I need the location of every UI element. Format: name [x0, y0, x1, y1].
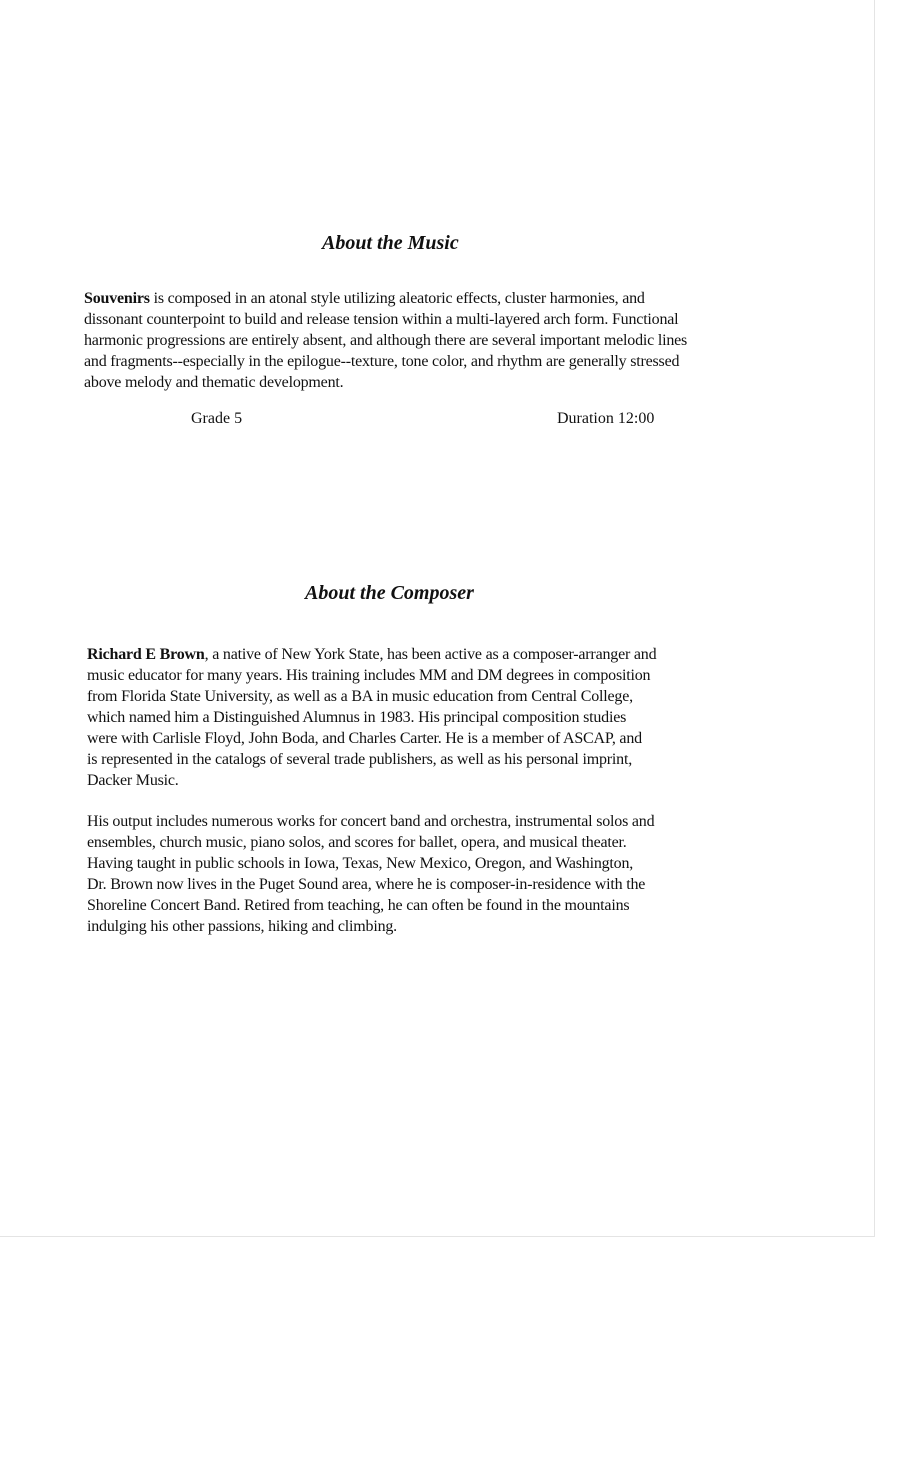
music-paragraph-line: dissonant counterpoint to build and release tension within a multi-layered arch form. Functional [84, 311, 679, 328]
duration-label: Duration 12:00 [557, 410, 655, 427]
composer-paragraph1-line-1: Richard E Brown, a native of New York State, has been active as a composer-arranger and [87, 646, 657, 663]
composer-paragraph2-line: His output includes numerous works for concert band and orchestra, instrumental solos and [87, 813, 655, 830]
music-paragraph-line: harmonic progressions are entirely absent, and although there are several important melodic lines [84, 332, 688, 349]
composer-paragraph1-line: music educator for many years. His training includes MM and DM degrees in composition [87, 667, 651, 684]
composer-paragraph2-line: Shoreline Concert Band. Retired from teaching, he can often be found in the mountains [87, 897, 630, 914]
about-music-heading: About the Music [322, 232, 459, 254]
composer-name: Richard E Brown [87, 646, 205, 663]
about-composer-heading: About the Composer [305, 582, 474, 604]
composer-paragraph1-line: Dacker Music. [87, 772, 179, 789]
music-paragraph-line: above melody and thematic development. [84, 374, 344, 391]
composer-paragraph1-line: which named him a Distinguished Alumnus in 1983. His principal composition studies [87, 709, 627, 726]
composer-paragraph2-line: Having taught in public schools in Iowa, Texas, New Mexico, Oregon, and Washington, [87, 855, 634, 872]
composer-paragraph2-line: Dr. Brown now lives in the Puget Sound area, where he is composer-in-residence with the [87, 876, 646, 893]
music-paragraph-line: and fragments--especially in the epilogue--texture, tone color, and rhythm are generally stressed [84, 353, 680, 370]
composer-paragraph2-line: indulging his other passions, hiking and climbing. [87, 918, 397, 935]
grade-label: Grade 5 [191, 410, 243, 427]
composer-paragraph1-line: is represented in the catalogs of several trade publishers, as well as his personal imprint, [87, 751, 632, 768]
music-paragraph-line-1: Souvenirs is composed in an atonal style utilizing aleatoric effects, cluster harmonies, and [84, 290, 645, 307]
composer-paragraph1-line: were with Carlisle Floyd, John Boda, and Charles Carter. He is a member of ASCAP, and [87, 730, 642, 747]
piece-title: Souvenirs [84, 290, 150, 307]
composer-paragraph2-line: ensembles, church music, piano solos, and scores for ballet, opera, and musical theater. [87, 834, 627, 851]
composer-paragraph1-line: from Florida State University, as well as a BA in music education from Central College, [87, 688, 633, 705]
